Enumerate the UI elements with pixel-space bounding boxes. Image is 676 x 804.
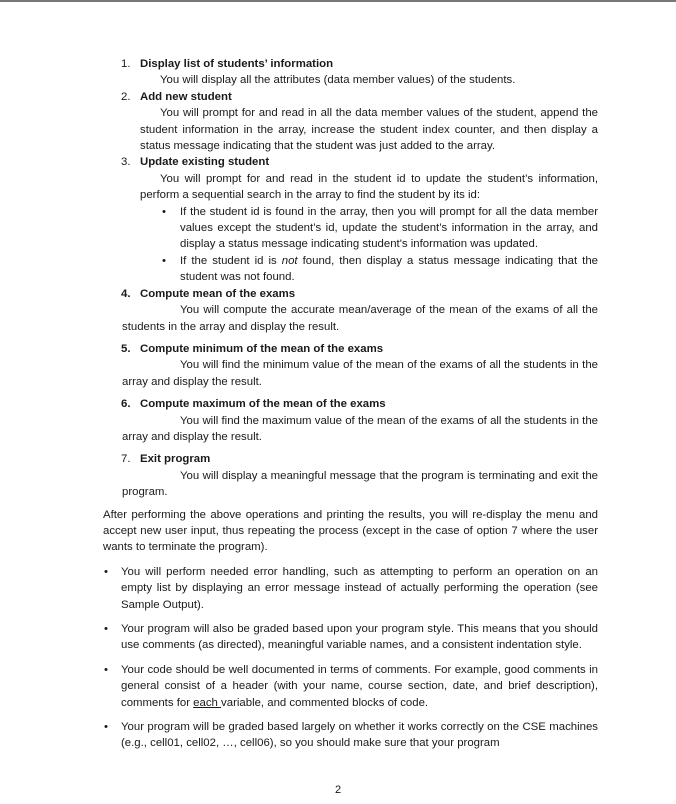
item-title: Compute mean of the exams	[140, 287, 296, 300]
bullet-glyph: •	[104, 565, 108, 578]
item-title: Update existing student	[140, 156, 270, 169]
requirement-bullet	[103, 719, 598, 752]
bullet-text-pre: Your code should be well documented in terms of comments. For example, good comments in general consist of a header (with your name, course section, date, and brief description), comments for	[121, 663, 598, 709]
item-number: 3.	[121, 156, 131, 169]
item-title: Exit program	[140, 453, 211, 466]
bullet-glyph: •	[104, 623, 108, 635]
item-number: 7.	[121, 453, 131, 466]
item-body: You will display a meaningful message that the program is terminating and exit the program.	[122, 469, 598, 499]
item-title: Compute minimum of the mean of the exams	[140, 342, 384, 355]
menu-item-6	[103, 396, 598, 445]
document-page	[103, 56, 598, 752]
bullet-glyph: •	[162, 205, 166, 218]
sub-bullet	[140, 204, 598, 253]
requirement-bullet	[103, 662, 598, 711]
bullet-underlined-word: each	[193, 696, 222, 709]
item-title: Add new student	[140, 90, 232, 103]
page-number: 2	[334, 784, 342, 796]
bullet-text: Your program will be graded based largely on whether it works correctly on the CSE machines (e.g., cell01, cell02, …, cell06), so you should make sure that your program	[121, 721, 598, 750]
page-top-border	[0, 0, 676, 2]
item-number: 2.	[121, 90, 131, 103]
bullet-glyph: •	[104, 721, 108, 734]
item-body: You will compute the accurate mean/average of the mean of the exams of all the students in the array and display the result.	[122, 304, 598, 333]
menu-item-1	[103, 56, 598, 89]
bullet-glyph: •	[162, 254, 166, 267]
requirement-bullet	[103, 621, 598, 654]
sub-bullet-emphasis: not	[281, 254, 298, 267]
menu-item-4	[103, 286, 598, 335]
after-operations-paragraph: After performing the above operations and printing the results, you will re-display the menu and accept new user input, thus repeating the process (except in the case of option 7 where the user wants to terminate the program).	[103, 508, 598, 554]
bullet-text: Your program will also be graded based upon your program style. This means that you should use comments (as directed), meaningful variable names, and a consistent indentation style.	[121, 623, 598, 652]
item-body: You will find the maximum value of the mean of the exams of all the students in the array and display the result.	[122, 414, 598, 443]
menu-item-3	[103, 154, 598, 285]
bullet-text-post: variable, and commented blocks of code.	[221, 696, 429, 709]
item-body: You will display all the attributes (data member values) of the students.	[160, 74, 516, 87]
sub-bullet-text: If the student id is found in the array, then you will prompt for all the data member values except the student’s id, update the student’s information in the array, and display a status message indicating student's information was updated.	[180, 205, 598, 251]
item-body: You will find the minimum value of the mean of the exams of all the students in the array and display the result.	[122, 359, 598, 388]
item-number: 6.	[121, 398, 131, 411]
bullet-text: You will perform needed error handling, such as attempting to perform an operation on an empty list by displaying an error message instead of actually performing the operation (see Sample Output).	[121, 565, 598, 611]
menu-item-5	[103, 341, 598, 390]
sub-bullet-text-post: found, then display a status message indicating that the student was not found.	[180, 254, 598, 284]
item-title: Compute maximum of the mean of the exams	[140, 398, 386, 411]
requirement-bullet	[103, 564, 598, 613]
item-number: 5.	[121, 342, 131, 355]
bullet-glyph: •	[104, 663, 108, 676]
item-number: 1.	[121, 58, 131, 70]
item-body: You will prompt for and read in all the data member values of the student, append the student information in the array, increase the student index counter, and then display a status message indicating that the student was just added to the array.	[140, 107, 598, 153]
item-number: 4.	[121, 287, 131, 300]
menu-item-2	[103, 89, 598, 155]
menu-item-7	[103, 451, 598, 500]
item-body: You will prompt for and read in the student id to update the student’s information, perform a sequential search in the array to find the student by its id:	[140, 172, 598, 202]
sub-bullet	[140, 253, 598, 286]
sub-bullet-text-pre: If the student id is	[180, 254, 282, 267]
item-title: Display list of students’ information	[140, 58, 334, 70]
